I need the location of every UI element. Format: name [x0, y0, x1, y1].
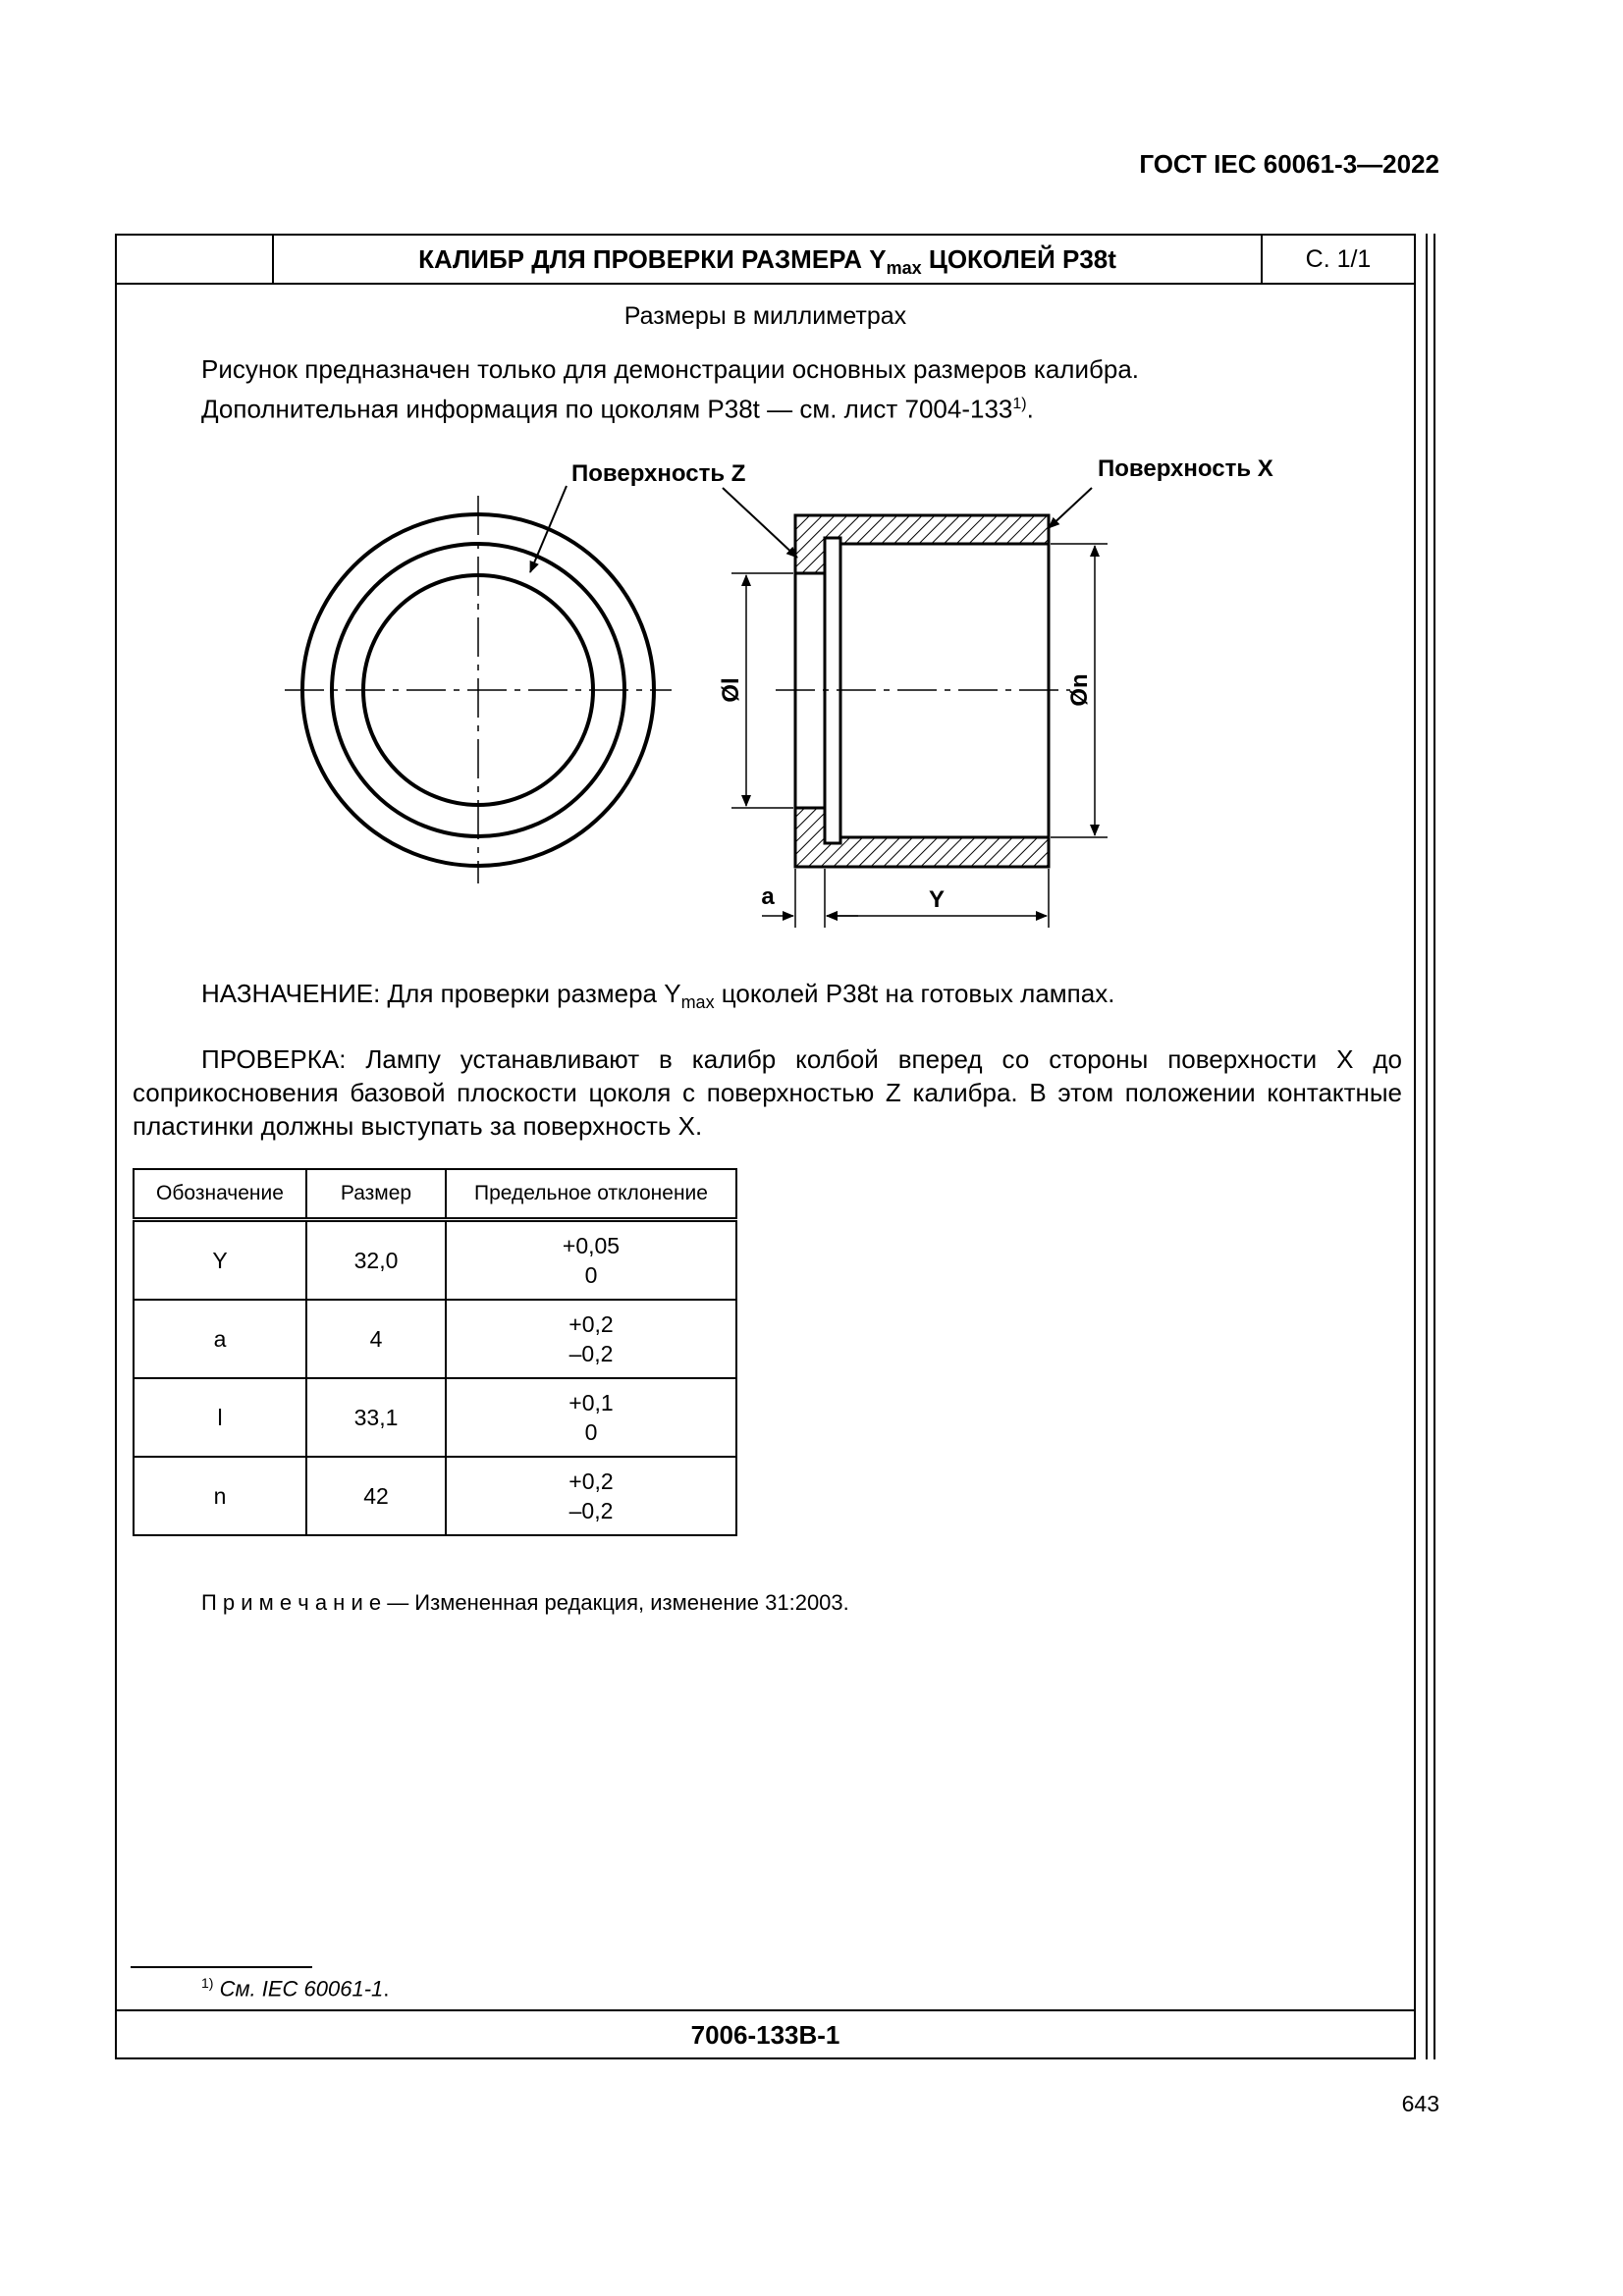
column-header: Размер — [306, 1169, 446, 1220]
column-header: Предельное отклонение — [446, 1169, 736, 1220]
cell-symbol: a — [134, 1300, 306, 1378]
intro-line-2: Дополнительная информация по цоколям P38t — см. лист 7004-133$^{1)}$. — [201, 394, 1034, 424]
dimensions-table — [133, 1168, 737, 1536]
dim-l-label: Øl — [718, 677, 744, 703]
footnote-rule — [131, 1966, 312, 1968]
cell-size: 33,1 — [306, 1378, 446, 1457]
cell-tolerance: +0,2 –0,2 — [446, 1457, 736, 1535]
surface-x-label: Поверхность X — [1098, 455, 1273, 482]
page-number: 643 — [1401, 2091, 1439, 2116]
purpose-text: НАЗНАЧЕНИЕ: Для проверки размера $Y_{max}$ цоколей P38t на готовых лампах. — [201, 979, 1115, 1013]
cell-tolerance: +0,05 0 — [446, 1220, 736, 1301]
sheet-page-ref: С. 1/1 — [1305, 245, 1372, 273]
table-row — [134, 1457, 736, 1535]
footnote: $^{1)}$ См. IEC 60061-1. — [201, 1975, 390, 2002]
check-text: ПРОВЕРКА: Лампу устанавливают в калибр колбой вперед со стороны поверхности X до соприкосновения базовой плоскости цоколя с поверхностью Z калибра. В этом положении контактные пластинки должны выступать за поверхность X. — [133, 1044, 1402, 1141]
top-wall-section — [795, 515, 1049, 573]
intro-line-1: Рисунок предназначен только для демонстрации основных размеров калибра. — [201, 354, 1140, 384]
dim-a-label: a — [761, 883, 775, 910]
amendment-note: П р и м е ч а н и е — Измененная редакция, изменение 31:2003. — [201, 1590, 849, 1615]
surface-z-label: Поверхность Z — [571, 460, 746, 487]
sheet-title: КАЛИБР ДЛЯ ПРОВЕРКИ РАЗМЕРА $Y_{max}$ ЦОКОЛЕЙ P38t — [418, 244, 1116, 279]
surface-x-leader — [1049, 488, 1092, 528]
bottom-wall-section — [795, 808, 1049, 867]
check-procedure — [133, 1042, 1402, 1143]
cell-tolerance: +0,1 0 — [446, 1378, 736, 1457]
dim-y-label: Y — [928, 886, 946, 913]
cell-symbol: Y — [134, 1220, 306, 1301]
table-row — [134, 1300, 736, 1378]
cell-tolerance: +0,2 –0,2 — [446, 1300, 736, 1378]
dim-n-label: Øn — [1066, 673, 1093, 707]
cell-size: 4 — [306, 1300, 446, 1378]
table-row — [134, 1378, 736, 1457]
surface-z-section-leader — [723, 488, 797, 558]
standard-header: ГОСТ IEC 60061-3—2022 — [1139, 149, 1439, 179]
section-view — [723, 488, 1108, 928]
table-row — [134, 1220, 736, 1301]
sheet-code: 7006-133B-1 — [115, 2009, 1416, 2059]
cell-size: 32,0 — [306, 1220, 446, 1301]
front-view — [285, 486, 672, 883]
column-header: Обозначение — [134, 1169, 306, 1220]
cell-symbol: n — [134, 1457, 306, 1535]
table-header-row — [134, 1169, 736, 1220]
units-note: Размеры в миллиметрах — [623, 302, 907, 330]
cell-symbol: l — [134, 1378, 306, 1457]
surface-z-leader — [530, 486, 567, 572]
cell-size: 42 — [306, 1457, 446, 1535]
